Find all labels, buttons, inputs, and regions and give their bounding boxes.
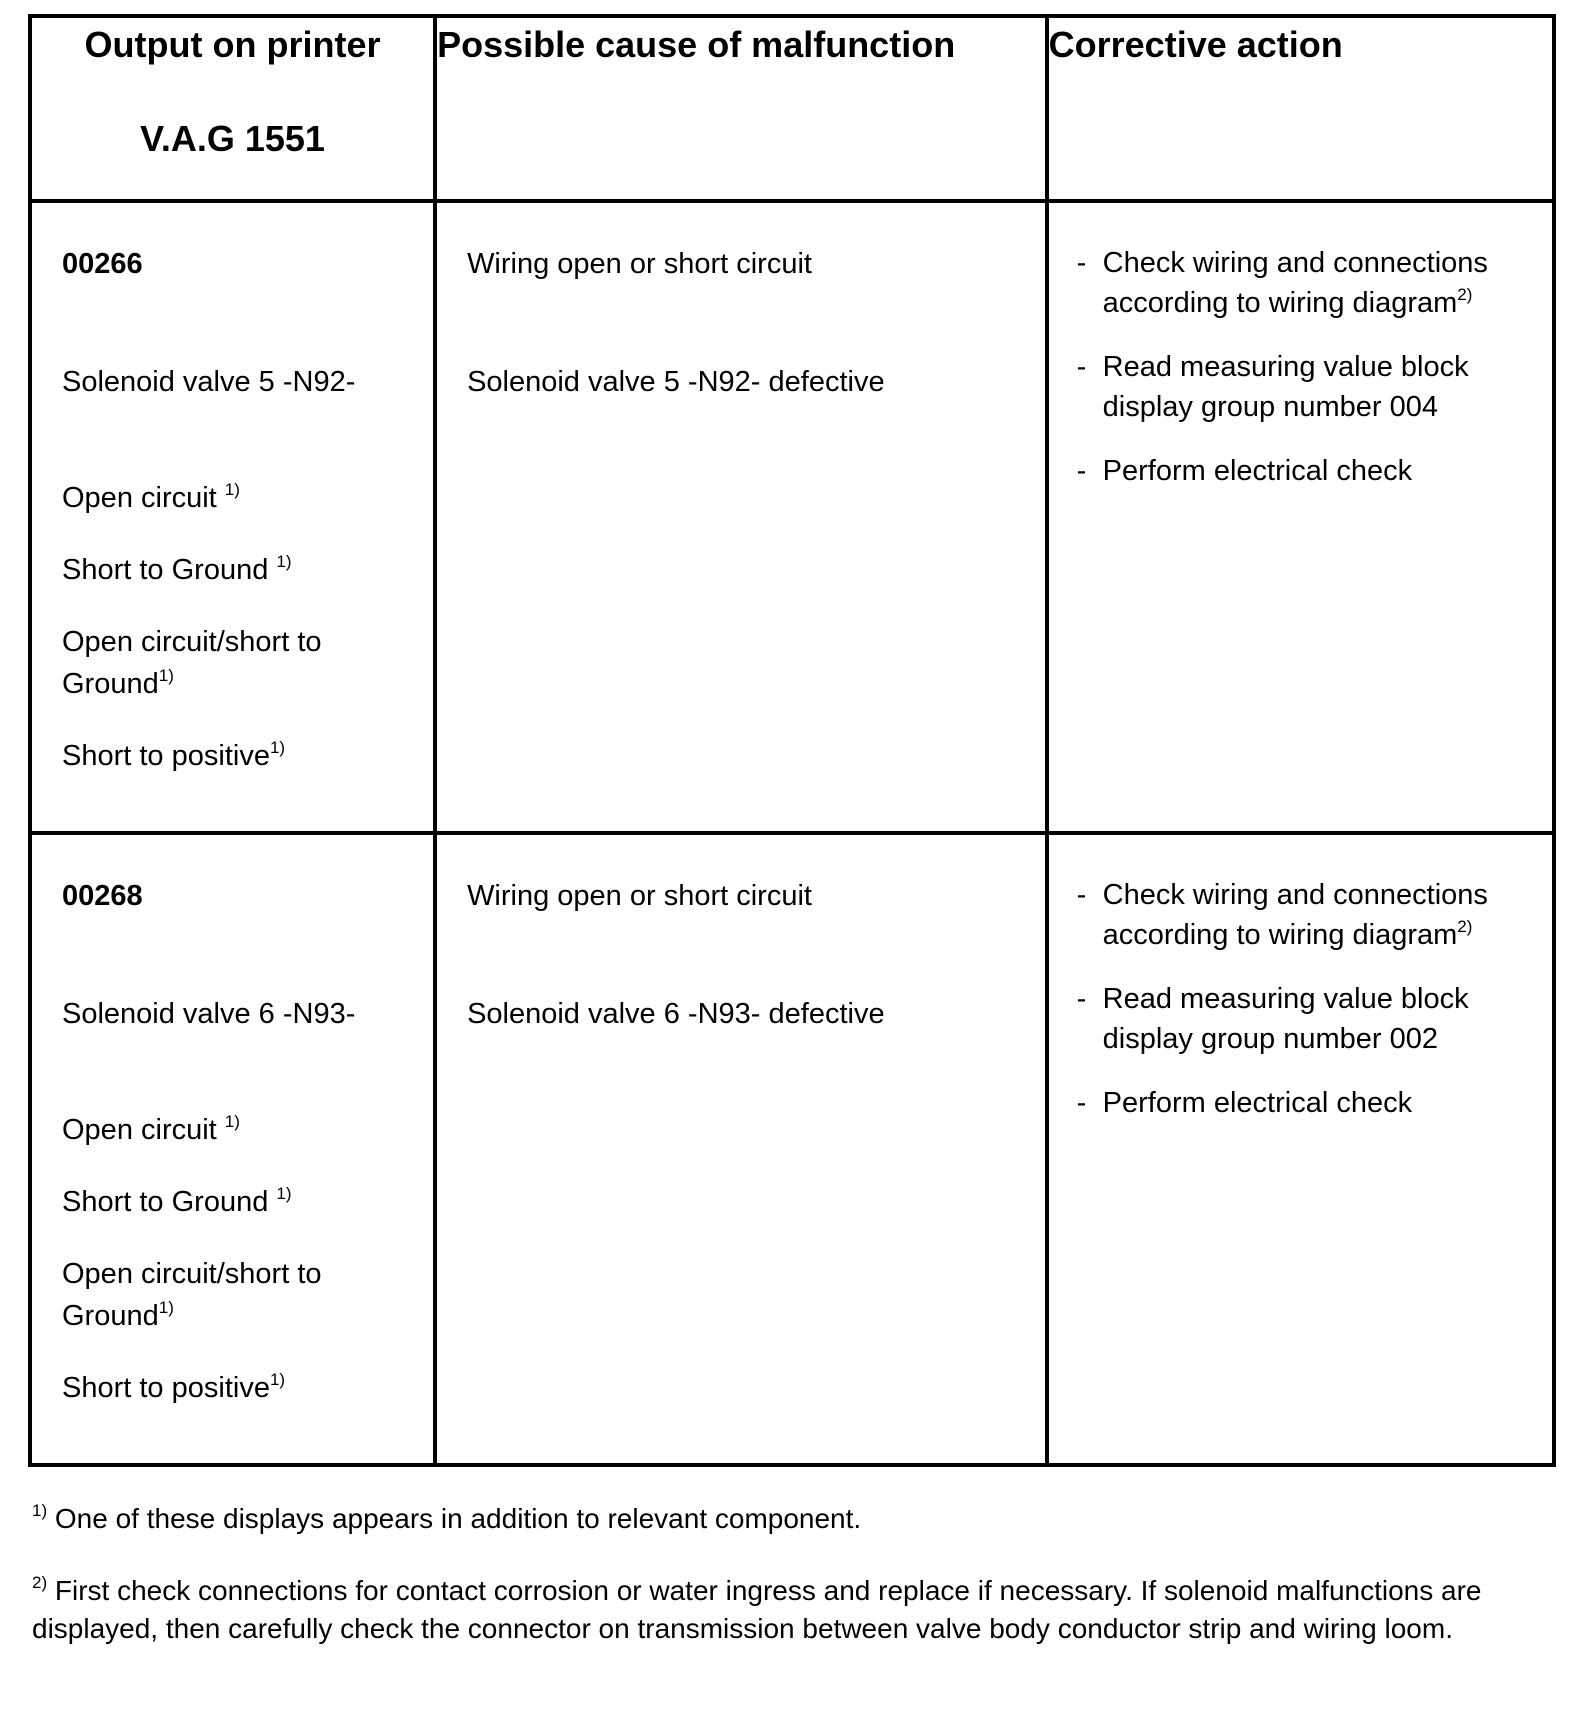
component-name: Solenoid valve 5 -N92- [62,366,356,398]
display-short-positive: Short to positive$^{1)}$ [62,1370,286,1404]
cause-cell [435,201,1047,833]
header-output-line1: Output on printer [84,24,381,65]
footnote-1: $^{1)}$ One of these displays appears in addition to relevant component. [32,1501,862,1534]
header-output-line2: V.A.G 1551 [140,118,325,159]
table-row [30,833,1554,1465]
output-cell [30,833,435,1465]
action-cell [1047,201,1554,833]
display-short-ground: Short to Ground $^{1)}$ [62,552,292,586]
header-action: Corrective action [1047,16,1554,201]
display-short-ground: Short to Ground $^{1)}$ [62,1184,292,1218]
display-open-circuit: Open circuit $^{1)}$ [62,480,240,514]
display-open-short: Open circuit/short to Ground$^{1)}$ [62,1258,322,1332]
cause-defective: Solenoid valve 6 -N93- defective [467,998,885,1030]
action-electrical-check: - Perform electrical check [1076,455,1413,487]
action-electrical-check: - Perform electrical check [1076,1087,1413,1119]
table-header-row [30,16,1554,201]
fault-code: 00266 [62,248,143,280]
action-cell [1047,833,1554,1465]
cause-wiring: Wiring open or short circuit [467,880,812,912]
action-read-block: - Read measuring value block display group number 002 [1076,983,1469,1055]
action-check-wiring: - Check wiring and connections according to wiring diagram$^{2)}$ [1076,879,1488,951]
output-cell [30,201,435,833]
component-name: Solenoid valve 6 -N93- [62,998,356,1030]
action-check-wiring: - Check wiring and connections according to wiring diagram$^{2)}$ [1076,247,1488,319]
table-row [30,201,1554,833]
footnotes [32,1500,1532,1648]
footnote-2: $^{2)}$ First check connections for contact corrosion or water ingress and replace if necessary. If solenoid malfunctions are displayed, then carefully check the connector on transmission between valve body conductor strip and wiring loom. [32,1573,1482,1644]
cause-defective: Solenoid valve 5 -N92- defective [467,366,885,398]
fault-code: 00268 [62,880,143,912]
cause-wiring: Wiring open or short circuit [467,248,812,280]
fault-code-table [28,14,1556,1467]
cause-cell [435,833,1047,1465]
action-read-block: - Read measuring value block display group number 004 [1076,351,1469,423]
display-open-short: Open circuit/short to Ground$^{1)}$ [62,626,322,700]
display-short-positive: Short to positive$^{1)}$ [62,738,286,772]
header-cause: Possible cause of malfunction [435,16,1047,201]
header-output [30,16,435,201]
display-open-circuit: Open circuit $^{1)}$ [62,1112,240,1146]
